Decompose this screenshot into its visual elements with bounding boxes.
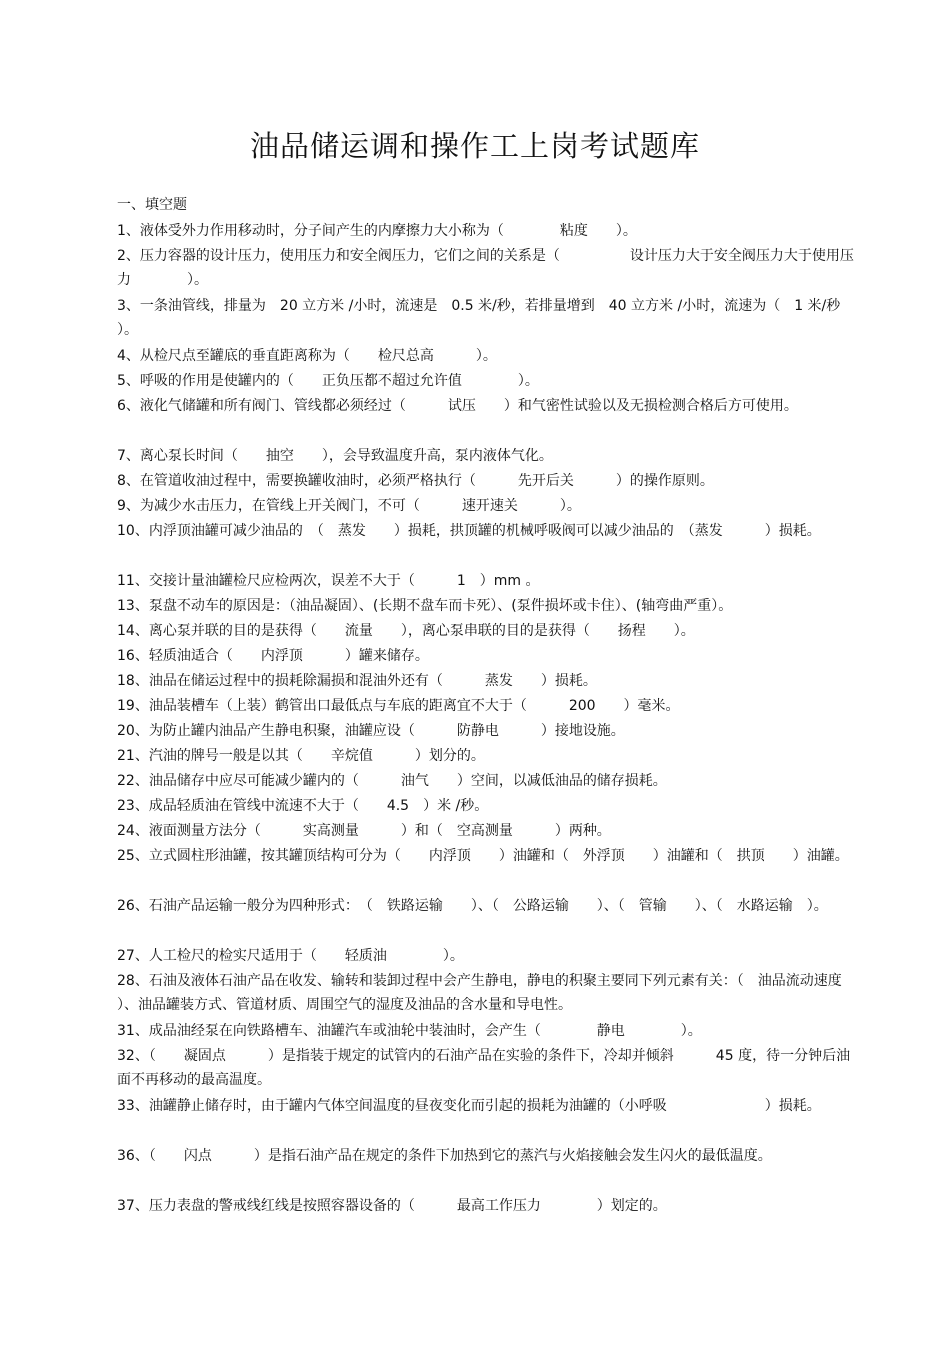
question-item: 16、轻质油适合（ 内浮顶 ）罐来储存。 <box>117 648 429 664</box>
question-item: 26、石油产品运输一般分为四种形式： （ 铁路运输 ）、（ 公路运输 ）、（ 管输 ）、（ 水路运输 ）。 <box>117 898 828 914</box>
question-item: 8、在管道收油过程中，需要换罐收油时，必须严格执行（ 先开后关 ）的操作原则。 <box>117 473 714 489</box>
question-item: 5、呼吸的作用是使罐内的（ 正负压都不超过允许值 ）。 <box>117 373 539 389</box>
question-item: 22、油品储存中应尽可能减少罐内的（ 油气 ）空间，以减低油品的储存损耗。 <box>117 773 667 789</box>
question-item: 11、交接计量油罐检尺应检两次，误差不大于（ 1 ）mm 。 <box>117 573 540 589</box>
question-item: 21、汽油的牌号一般是以其（ 辛烷值 ）划分的。 <box>117 748 485 764</box>
question-item: 28、石油及液体石油产品在收发、输转和装卸过程中会产生静电，静电的积聚主要同下列元素有关：（ 油品流动速度 ）、油品罐装方式、管道材质、周围空气的湿度及油品的含水量和导电性。 <box>117 973 898 1013</box>
question-item: 32、（ 凝固点 ）是指装于规定的试管内的石油产品在实验的条件下，冷却并倾斜 45 度，待一分钟后油面不再移动的最高温度。 <box>117 1048 851 1088</box>
question-item: 19、油品装槽车（上装）鹤管出口最低点与车底的距离宜不大于（ 200 ）毫米。 <box>117 698 680 714</box>
question-item: 24、液面测量方法分（ 实高测量 ）和（ 空高测量 ）两种。 <box>117 823 611 839</box>
document-title: 油品储运调和操作工上岗考试题库 <box>249 129 700 163</box>
question-item: 13、泵盘不动车的原因是：（油品凝固）、(长期不盘车而卡死）、(泵件损坏或卡住）、(轴弯曲严重）。 <box>117 598 733 614</box>
section-heading: 一、填空题 <box>117 197 187 213</box>
question-item: 6、液化气储罐和所有阀门、管线都必须经过（ 试压 ）和气密性试验以及无损检测合格后方可使用。 <box>117 398 798 414</box>
question-item: 10、内浮顶油罐可减少油品的 （ 蒸发 ）损耗，拱顶罐的机械呼吸阀可以减少油品的 （蒸发 ）损耗。 <box>117 523 821 539</box>
question-item: 9、为减少水击压力，在管线上开关阀门，不可（ 速开速关 ）。 <box>117 498 581 514</box>
question-item: 2、压力容器的设计压力，使用压力和安全阀压力，它们之间的关系是（ 设计压力大于安全阀压力大于使用压力 ）。 <box>117 248 854 288</box>
question-item: 18、油品在储运过程中的损耗除漏损和混油外还有（ 蒸发 ）损耗。 <box>117 673 597 689</box>
question-item: 1、液体受外力作用移动时，分子间产生的内摩擦力大小称为（ 粘度 ）。 <box>117 223 637 239</box>
question-item: 14、离心泵并联的目的是获得（ 流量 ），离心泵串联的目的是获得（ 扬程 ）。 <box>117 623 695 639</box>
question-item: 31、成品油经泵在向铁路槽车、油罐汽车或油轮中装油时，会产生（ 静电 ）。 <box>117 1023 702 1039</box>
question-item: 7、离心泵长时间（ 抽空 ），会导致温度升高，泵内液体气化。 <box>117 448 553 464</box>
question-item: 25、立式圆柱形油罐，按其罐顶结构可分为（ 内浮顶 ）油罐和（ 外浮顶 ）油罐和（ 拱顶 ）油罐。 <box>117 848 849 864</box>
question-item: 23、成品轻质油在管线中流速不大于（ 4.5 ）米 /秒。 <box>117 798 489 814</box>
question-item: 37、压力表盘的警戒线红线是按照容器设备的（ 最高工作压力 ）划定的。 <box>117 1198 667 1214</box>
question-item: 27、人工检尺的检实尺适用于（ 轻质油 ）。 <box>117 948 464 964</box>
question-item: 36、（ 闪点 ）是指石油产品在规定的条件下加热到它的蒸汽与火焰接触会发生闪火的最低温度。 <box>117 1148 772 1164</box>
question-item: 33、油罐静止储存时，由于罐内气体空间温度的昼夜变化而引起的损耗为油罐的（小呼吸 ）损耗。 <box>117 1098 821 1114</box>
question-item: 20、为防止罐内油品产生静电积聚，油罐应设（ 防静电 ）接地设施。 <box>117 723 625 739</box>
question-item: 3、一条油管线，排量为 20 立方米 /小时，流速是 0.5 米/秒，若排量增到 40 立方米 /小时，流速为（ 1 米/秒 ）。 <box>117 298 883 338</box>
question-item: 4、从检尺点至罐底的垂直距离称为（ 检尺总高 ）。 <box>117 348 497 364</box>
